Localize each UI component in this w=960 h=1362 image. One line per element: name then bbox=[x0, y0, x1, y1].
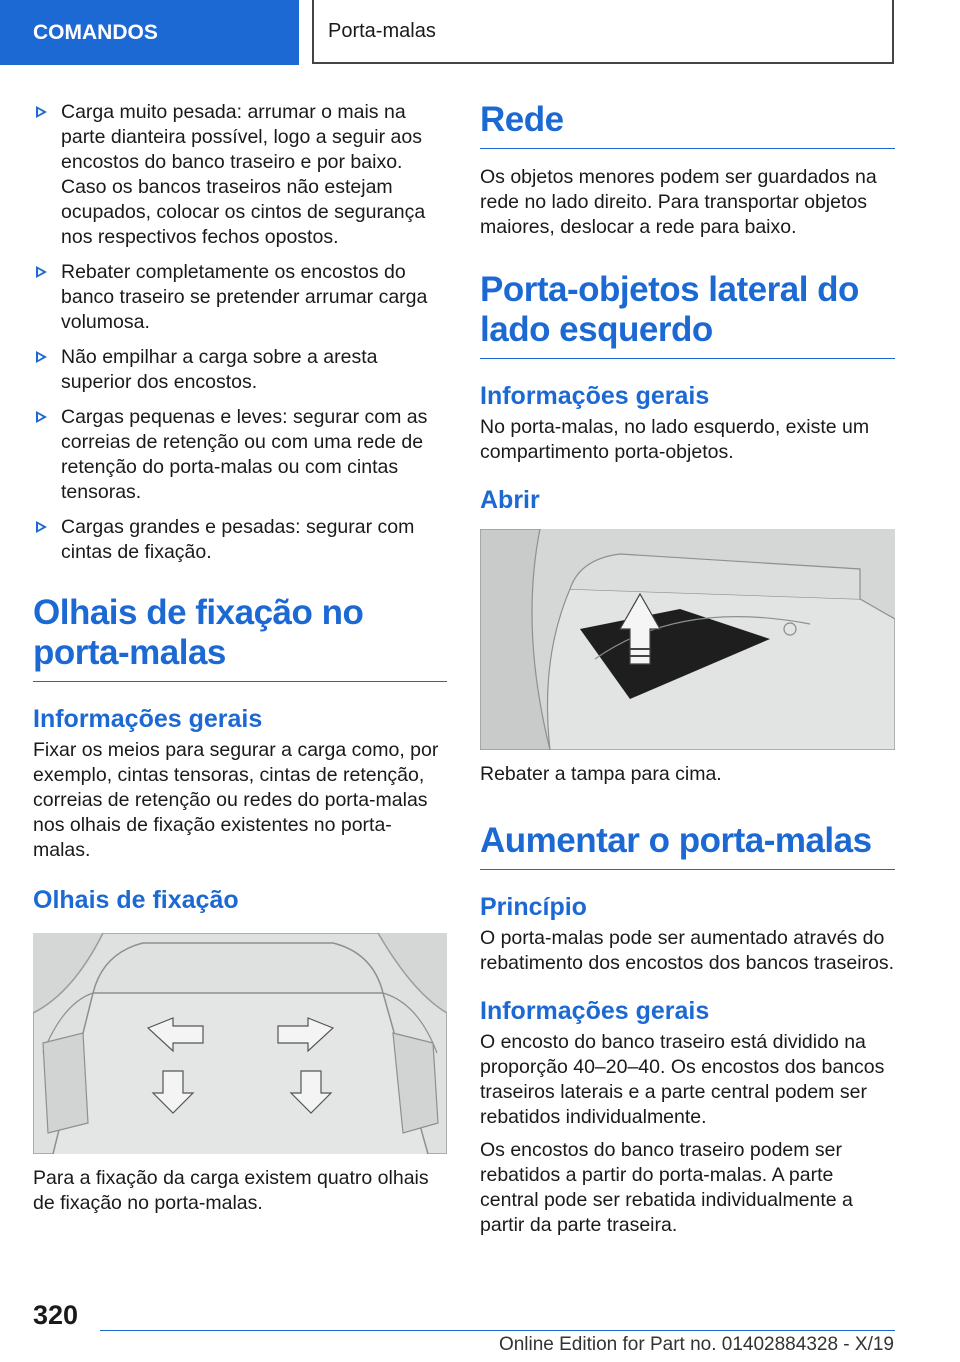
subheading-general-info: Informações gerais bbox=[33, 705, 263, 733]
section-title-enlarge-trunk: Aumentar o porta-malas bbox=[480, 821, 895, 870]
triangle-bullet-icon bbox=[36, 521, 47, 533]
section-tab bbox=[0, 0, 299, 65]
paragraph: Os objetos menores podem ser guardados na rede no lado direito. Para transportar objetos maiores, deslocar a rede para baixo. bbox=[480, 166, 877, 238]
paragraph: Os encostos do banco traseiro podem ser rebatidos a partir do porta-malas. A parte central pode ser rebatida individualmente a partir da parte traseira. bbox=[480, 1139, 853, 1236]
list-item: Carga muito pesada: arrumar o mais na parte dianteira possível, logo a seguir aos encostos do banco traseiro e por baixo. Caso os bancos traseiros não estejam ocupados, colocar os cintos de segurança nos respectivos fechos opostos. bbox=[33, 100, 447, 250]
subheading-open: Abrir bbox=[480, 486, 540, 514]
list-item: Cargas grandes e pesadas: segurar com cintas de fixação. bbox=[33, 515, 447, 565]
footer-edition: Online Edition for Part no. 01402884328 - X/19 bbox=[498, 1334, 894, 1355]
paragraph: Fixar os meios para segurar a carga como, por exemplo, cintas tensoras, cintas de retenção, correias de retenção ou redes do porta-malas nos olhais de fixação existentes no porta-malas. bbox=[33, 739, 439, 861]
footer-divider bbox=[100, 1330, 895, 1331]
compartment-illustration bbox=[480, 529, 895, 750]
section-title-side-compartment: Porta-objetos lateral do lado esquerdo bbox=[480, 270, 895, 359]
chapter-header bbox=[312, 0, 894, 64]
trunk-illustration bbox=[33, 933, 447, 1154]
triangle-bullet-icon bbox=[36, 266, 47, 278]
section-title-net: Rede bbox=[480, 100, 895, 149]
right-column bbox=[480, 100, 895, 1238]
trunk-lashing-eyes-image bbox=[33, 933, 447, 1154]
section-label: COMANDOS bbox=[33, 20, 158, 44]
list-item: Rebater completamente os encostos do banco traseiro se pretender arrumar carga volumosa. bbox=[33, 260, 447, 335]
figure-caption: Para a fixação da carga existem quatro olhais de fixação no porta-malas. bbox=[33, 1167, 429, 1214]
side-compartment-image bbox=[480, 529, 895, 750]
section-title-lashing-eyes: Olhais de fixação no porta-malas bbox=[33, 593, 447, 682]
list-item: Cargas pequenas e leves: segurar com as correias de retenção ou com uma rede de retenção do porta-malas ou com cintas tensoras. bbox=[33, 405, 447, 505]
list-item: Não empilhar a carga sobre a aresta superior dos encostos. bbox=[33, 345, 447, 395]
subheading-general-info: Informações gerais bbox=[480, 997, 710, 1025]
left-column bbox=[33, 100, 447, 1216]
subheading-general-info: Informações gerais bbox=[480, 382, 710, 410]
triangle-bullet-icon bbox=[36, 351, 47, 363]
chapter-label: Porta-malas bbox=[328, 19, 436, 42]
load-bullet-list bbox=[33, 100, 447, 565]
page-number: 320 bbox=[33, 1300, 79, 1330]
subheading-lashing-eyes: Olhais de fixação bbox=[33, 886, 239, 914]
subheading-principle: Princípio bbox=[480, 893, 587, 921]
triangle-bullet-icon bbox=[36, 411, 47, 423]
paragraph: No porta-malas, no lado esquerdo, existe um compartimento porta-objetos. bbox=[480, 416, 870, 463]
figure-caption: Rebater a tampa para cima. bbox=[480, 763, 722, 785]
paragraph: O porta-malas pode ser aumentado através do rebatimento dos encostos dos bancos traseiros. bbox=[480, 927, 895, 974]
triangle-bullet-icon bbox=[36, 106, 47, 118]
paragraph: O encosto do banco traseiro está dividido na proporção 40–20–40. Os encostos dos bancos traseiros laterais e a parte central podem ser rebatidos individualmente. bbox=[480, 1031, 885, 1128]
